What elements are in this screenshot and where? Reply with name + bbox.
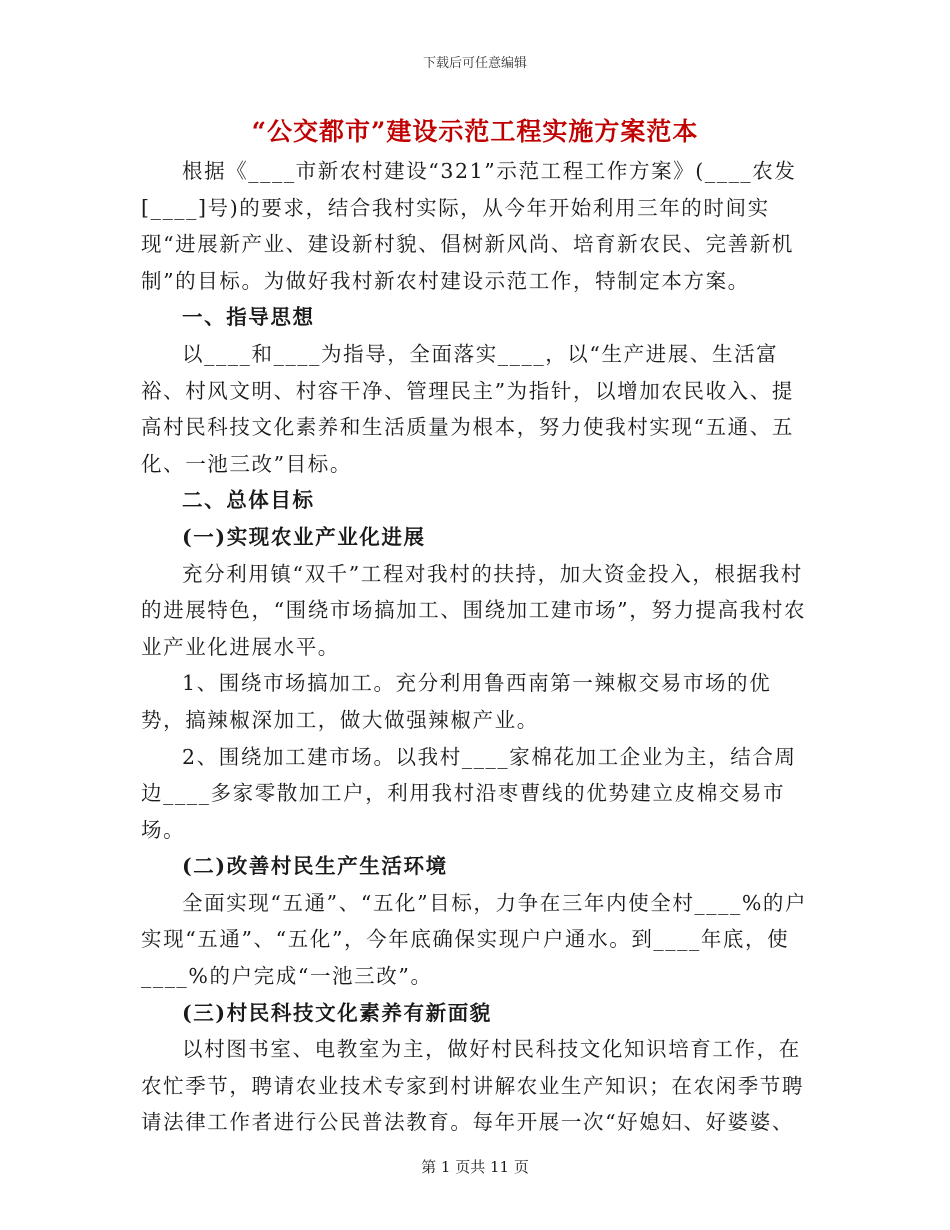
document-body — [141, 153, 811, 1141]
section-heading-overall-goals: 二、总体目标 — [182, 488, 315, 513]
subheading-living-environment: (二)改善村民生产生活环境 — [182, 854, 448, 879]
paragraph-intro: 根据《____市新农村建设“321”示范工程工作方案》(____农发[____]号)的要求，结合我村实际，从今年开始利用三年的时间实现“进展新产业、建设新村貌、倡树新风尚、培育新农民、完善新机制”的目标。为做好我村新农村建设示范工作，特制定本方案。 — [141, 159, 797, 293]
subheading-agriculture-industrialization: (一)实现农业产业化进展 — [182, 524, 426, 549]
paragraph-item-1: 1、围绕市场搞加工。充分利用鲁西南第一辣椒交易市场的优势，搞辣椒深加工，做大做强辣椒产业。 — [141, 671, 772, 732]
document-title: “公交都市”建设示范工程实施方案范本 — [251, 117, 699, 146]
section-heading-guiding-ideology: 一、指导思想 — [182, 305, 315, 330]
subheading-culture-literacy: (三)村民科技文化素养有新面貌 — [182, 1000, 492, 1025]
paragraph-living-environment: 全面实现“五通”、“五化”目标，力争在三年内使全村____%的户实现“五通”、“五化”，今年底确保实现户户通水。到____年底，使____%的户完成“一池三改”。 — [141, 890, 808, 989]
header-note: 下载后可任意编辑 — [422, 56, 527, 71]
paragraph-guiding-ideology: 以____和____为指导，全面落实____，以“生产进展、生活富裕、村风文明、村容干净、管理民主”为指针，以增加农民收入、提高村民科技文化素养和生活质量为根本，努力使我村实现“五通、五化、一池三改”目标。 — [141, 341, 794, 476]
page-number: 第 1 页共 11 页 — [421, 1158, 529, 1176]
paragraph-agriculture-industrialization: 充分利用镇“双千”工程对我村的扶持，加大资金投入，根据我村的进展特色，“围绕市场搞加工、围绕加工建市场”，努力提高我村农业产业化进展水平。 — [141, 561, 807, 659]
paragraph-culture-literacy: 以村图书室、电教室为主，做好村民科技文化知识培育工作，在农忙季节，聘请农业技术专家到村讲解农业生产知识；在农闲季节聘请法律工作者进行公民普法教育。每年开展一次“好媳妇、好婆婆、 — [141, 1037, 804, 1135]
paragraph-item-2: 2、围绕加工建市场。以我村____家棉花加工企业为主，结合周边____多家零散加工户，利用我村沿枣曹线的优势建立皮棉交易市场。 — [141, 744, 797, 842]
